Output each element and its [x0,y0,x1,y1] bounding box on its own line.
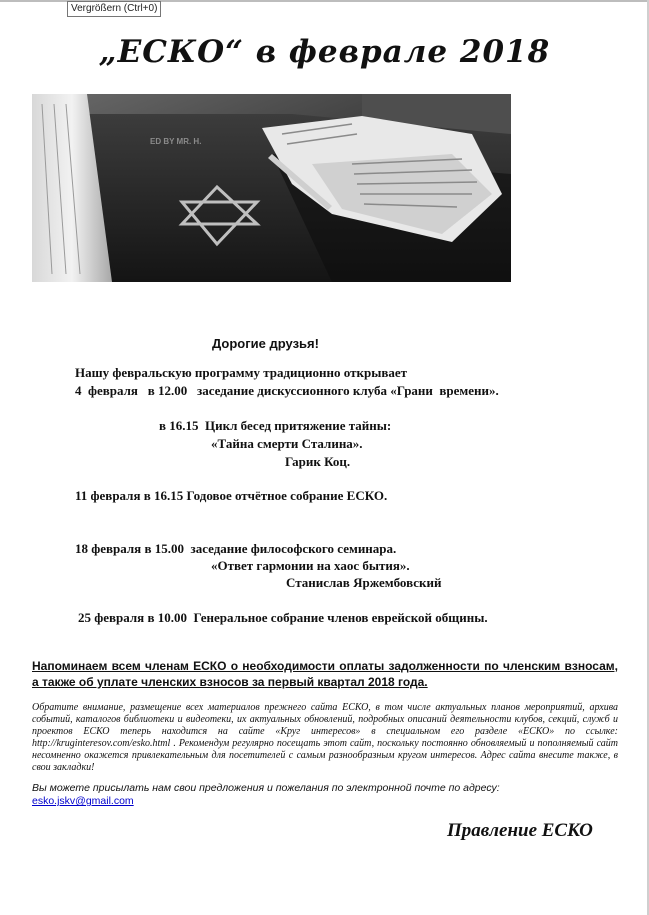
event-feb25: 25 февраля в 10.00 Генеральное собрание членов еврейской общины. [78,610,488,625]
greeting: Дорогие друзья! [212,336,319,351]
event-feb18-title: «Ответ гармонии на хаос бытия». [211,558,410,573]
event-feb11: 11 февраля в 16.15 Годовое отчётное собрание ЕСКО. [75,488,388,503]
cloth-lettering: ED BY MR. H. [150,137,202,146]
program-intro: Нашу февральскую программу традиционно открывает [75,365,408,380]
contact-text: Вы можете присылать нам свои предложения и пожелания по электронной почте по адресу: [32,782,500,794]
event-feb18: 18 февраля в 15.00 заседание философского семинара. [75,541,397,556]
event-cycle-speaker: Гарик Коц. [285,454,351,469]
email-link[interactable]: esko.jskv@gmail.com [32,795,134,807]
zoom-tooltip: Vergrößern (Ctrl+0) [67,1,161,17]
event-cycle-title: «Тайна смерти Сталина». [211,436,363,451]
event-cycle: в 16.15 Цикл бесед притяжение тайны: [159,418,392,433]
signature: Правление ЕСКО [447,820,593,841]
event-feb4: 4 февраля в 12.00 заседание дискуссионного клуба «Грани времени». [75,383,499,398]
website-info: Обратите внимание, размещение всех материалов прежнего сайта ЕСКО, в том числе актуальных планов мероприятий, архива событий, каталогов библиотеки и видеотеки, их актуальных обновлений, подробных описаний деятельности клубов, секций, служб и проектов ЕСКО теперь находится на сайте «Круг интересов» в специальном его разделе «ЕСКО» по ссылке: http://kruginteresov.com/esko.html . Рекомендум регулярно посещать этот сайт, поскольку постоянно обновляемый и пополняемый сайт несомненно окажется привлекательным для посетителей с самым разнообразным кругом интересов. Адрес сайта внесите также, в свои закладки! [32,702,618,773]
membership-notice: Напоминаем всем членам ЕСКО о необходимости оплаты задолженности по членским взносам, а также об уплате членских взносов за первый квартал 2018 года. [32,659,618,689]
torah-photo [32,94,511,282]
event-feb18-speaker: Станислав Яржембовский [286,575,442,590]
page-title: „ЕСКО“ в феврале 2018 [98,34,551,70]
